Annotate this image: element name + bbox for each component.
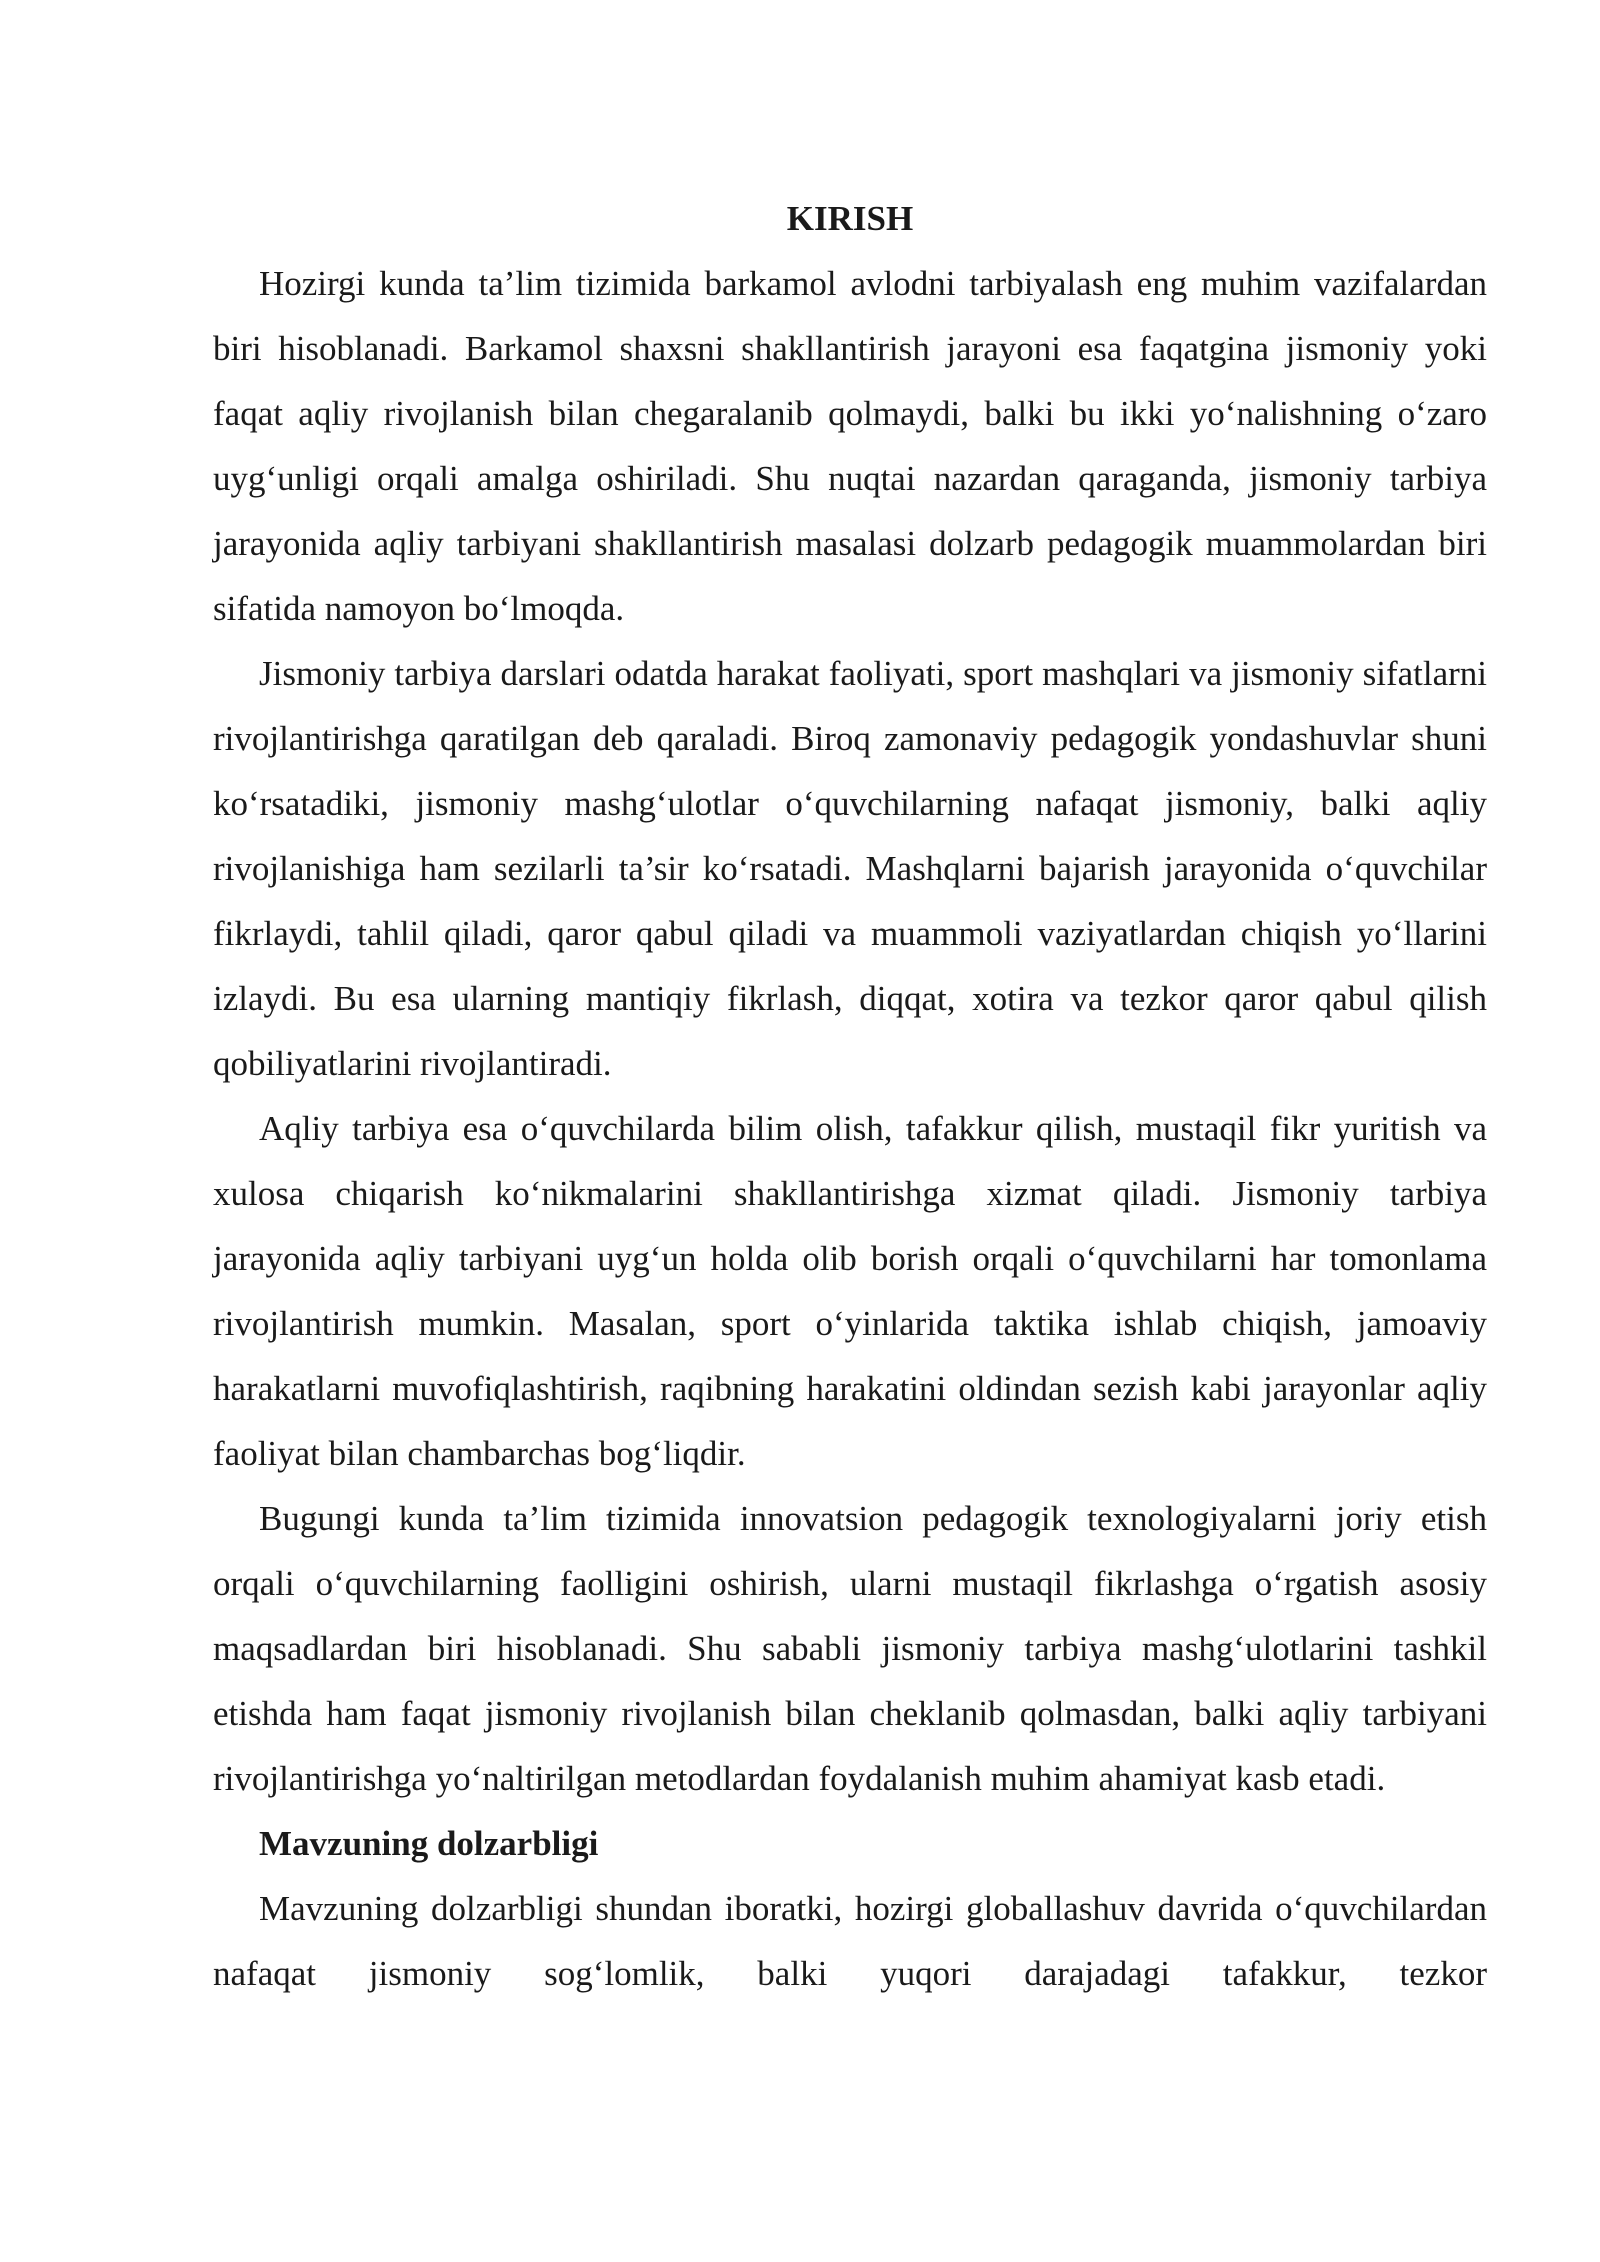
paragraph-1: Hozirgi kunda ta’lim tizimida barkamol avlodni tarbiyalash eng muhim vazifalardan biri hisoblanadi. Barkamol shaxsni shakllantirish jarayoni esa faqatgina jismoniy yoki faqat aqliy rivojlanish bilan chegaralanib qolmaydi, balki bu ikki yo‘nalishning o‘zaro uyg‘unligi orqali amalga oshiriladi. Shu nuqtai nazardan qaraganda, jismoniy tarbiya jarayonida aqliy tarbiyani shakllantirish masalasi dolzarb pedagogik muammolardan biri sifatida namoyon bo‘lmoqda. (213, 264, 1487, 628)
section-heading: Mavzuning dolzarbligi (259, 1824, 599, 1863)
paragraph-5: Mavzuning dolzarbligi shundan iboratki, hozirgi globallashuv davrida o‘quvchilardan nafaqat jismoniy sog‘lomlik, balki yuqori darajadagi tafakkur, tezkor (213, 1889, 1487, 1993)
paragraph-3: Aqliy tarbiya esa o‘quvchilarda bilim olish, tafakkur qilish, mustaqil fikr yuritish va xulosa chiqarish ko‘nikmalarini shakllantirishga xizmat qiladi. Jismoniy tarbiya jarayonida aqliy tarbiyani uyg‘un holda olib borish orqali o‘quvchilarni har tomonlama rivojlantirish mumkin. Masalan, sport o‘yinlarida taktika ishlab chiqish, jamoaviy harakatlarni muvofiqlashtirish, raqibning harakatini oldindan sezish kabi jarayonlar aqliy faoliyat bilan chambarchas bog‘liqdir. (213, 1109, 1487, 1473)
paragraph-2: Jismoniy tarbiya darslari odatda harakat faoliyati, sport mashqlari va jismoniy sifatlarni rivojlantirishga qaratilgan deb qaraladi. Biroq zamonaviy pedagogik yondashuvlar shuni ko‘rsatadiki, jismoniy mashg‘ulotlar o‘quvchilarning nafaqat jismoniy, balki aqliy rivojlanishiga ham sezilarli ta’sir ko‘rsatadi. Mashqlarni bajarish jarayonida o‘quvchilar fikrlaydi, tahlil qiladi, qaror qabul qiladi va muammoli vaziyatlardan chiqish yo‘llarini izlaydi. Bu esa ularning mantiqiy fikrlash, diqqat, xotira va tezkor qaror qabul qilish qobiliyatlarini rivojlantiradi. (213, 654, 1487, 1083)
paragraph-4: Bugungi kunda ta’lim tizimida innovatsion pedagogik texnologiyalarni joriy etish orqali o‘quvchilarning faolligini oshirish, ularni mustaqil fikrlashga o‘rgatish asosiy maqsadlardan biri hisoblanadi. Shu sababli jismoniy tarbiya mashg‘ulotlarini tashkil etishda ham faqat jismoniy rivojlanish bilan cheklanib qolmasdan, balki aqliy tarbiyani rivojlantirishga yo‘naltirilgan metodlardan foydalanish muhim ahamiyat kasb etadi. (213, 1499, 1487, 1798)
page-title: KIRISH (786, 199, 914, 238)
document-body (213, 186, 1487, 2006)
